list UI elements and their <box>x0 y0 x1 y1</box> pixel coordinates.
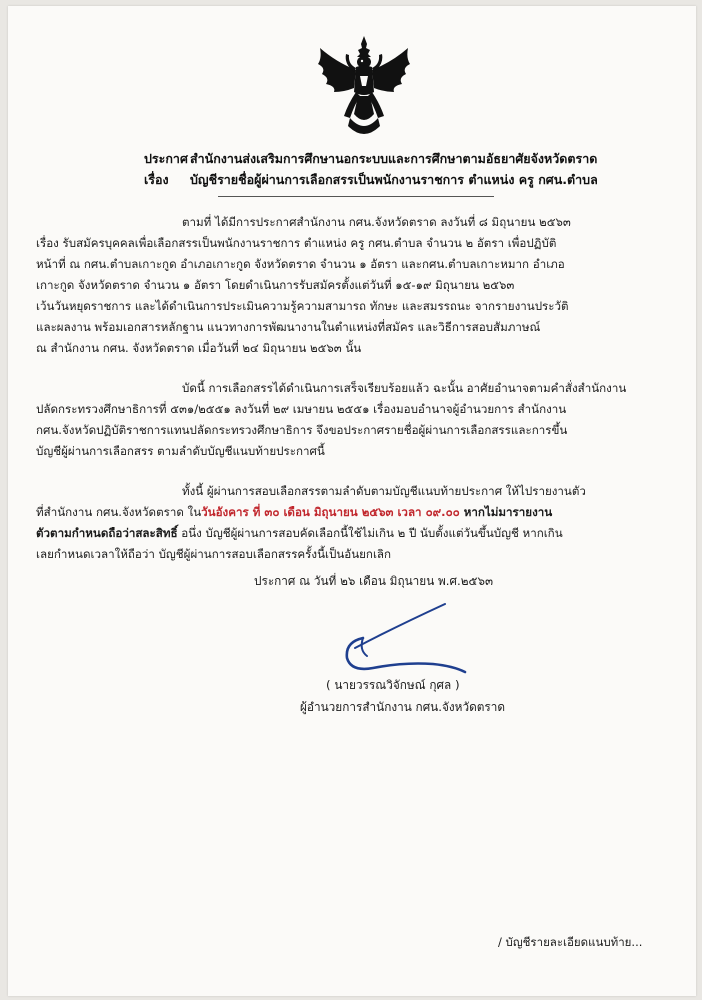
text-line: เลยกำหนดเวลาให้ถือว่า บัญชีผู้ผ่านการสอบเลือกสรรครั้งนี้เป็นอันยกเลิก <box>36 547 392 561</box>
announcement-header <box>144 148 644 190</box>
text-line: เกาะกูด จังหวัดตราด จำนวน ๑ อัตรา โดยดำเนินการรับสมัครตั้งแต่วันที่ ๑๕-๑๙ มิถุนายน ๒๕๖๓ <box>36 278 515 292</box>
header-label-subject: เรื่อง <box>144 172 169 187</box>
continuation-note: / บัญชีรายละเอียดแนบท้าย... <box>498 935 643 949</box>
header-divider <box>218 196 494 197</box>
paragraph-announcement <box>36 378 676 462</box>
list-validity: อนึ่ง บัญชีผู้ผ่านการสอบคัดเลือกนี้ใช้ไม่เกิน ๒ ปี นับตั้งแต่วันขึ้นบัญชี หากเกิน <box>177 526 563 540</box>
text-line: ทั้งนี้ ผู้ผ่านการสอบเลือกสรรตามลำดับตามบัญชีแนบท้ายประกาศ ให้ไปรายงานตัว <box>182 484 586 498</box>
subject-text: บัญชีรายชื่อผู้ผ่านการเลือกสรรเป็นพนักงานราชการ ตำแหน่ง ครู กศน.ตำบล <box>190 172 598 187</box>
document-page <box>8 6 696 996</box>
announcement-date: ประกาศ ณ วันที่ ๒๖ เดือน มิถุนายน พ.ศ.๒๕๖๓ <box>254 574 494 588</box>
text-line: เว้นวันหยุดราชการ และได้ดำเนินการประเมินความรู้ความสามารถ ทักษะ และสมรรถนะ จากรายงานประวัติ <box>36 299 569 313</box>
header-label-announcement: ประกาศ <box>144 151 188 166</box>
text-line: ณ สำนักงาน กศน. จังหวัดตราด เมื่อวันที่ ๒๔ มิถุนายน ๒๕๖๓ นั้น <box>36 341 362 355</box>
reporting-date-highlight: วันอังคาร ที่ ๓๐ เดือน มิถุนายน ๒๕๖๓ เวลา ๐๙.๐๐ <box>201 505 460 519</box>
reporting-location: ที่สำนักงาน กศน.จังหวัดตราด ใน <box>36 505 202 519</box>
signer-name: ( นายวรรณวิจักษณ์ กุศล ) <box>326 678 460 692</box>
text-line: ตามที่ ได้มีการประกาศสำนักงาน กศน.จังหวัดตราด ลงวันที่ ๘ มิถุนายน ๒๕๖๓ <box>182 215 571 229</box>
text-line: และผลงาน พร้อมเอกสารหลักฐาน แนวทางการพัฒนางานในตำแหน่งที่สมัคร และวิธีการสอบสัมภาษณ์ <box>36 320 541 334</box>
text-line: กศน.จังหวัดปฏิบัติราชการแทนปลัดกระทรวงศึกษาธิการ จึงขอประกาศรายชื่อผู้ผ่านการเลือกสรรและการขึ้น <box>36 423 568 437</box>
signature <box>333 598 483 678</box>
garuda-emblem <box>314 34 414 142</box>
text-line <box>36 523 676 544</box>
text-line: บัญชีผู้ผ่านการเลือกสรร ตามลำดับบัญชีแนบท้ายประกาศนี้ <box>36 444 325 458</box>
issuing-office: สำนักงานส่งเสริมการศึกษานอกระบบและการศึกษาตามอัธยาศัยจังหวัดตราด <box>190 151 598 166</box>
text-line: บัดนี้ การเลือกสรรได้ดำเนินการเสร็จเรียบร้อยแล้ว ฉะนั้น อาศัยอำนาจตามคำสั่งสำนักงาน <box>182 381 627 395</box>
text-line <box>36 502 676 523</box>
paragraph-background <box>36 212 676 359</box>
no-show-warning: หากไม่มารายงาน <box>459 505 553 519</box>
paragraph-reporting <box>36 481 676 565</box>
signer-title: ผู้อำนวยการสำนักงาน กศน.จังหวัดตราด <box>300 700 506 714</box>
text-line: เรื่อง รับสมัครบุคคลเพื่อเลือกสรรเป็นพนักงานราชการ ตำแหน่ง ครู กศน.ตำบล จำนวน ๒ อัตรา เพื่อปฏิบัติ <box>36 236 557 250</box>
text-line: ปลัดกระทรวงศึกษาธิการที่ ๕๓๑/๒๕๕๑ ลงวันที่ ๒๙ เมษายน ๒๕๕๑ เรื่องมอบอำนาจผู้อำนวยการ สำนักงาน <box>36 402 567 416</box>
text-line: หน้าที่ ณ กศน.ตำบลเกาะกูด อำเภอเกาะกูด จังหวัดตราด จำนวน ๑ อัตรา และกศน.ตำบลเกาะหมาก อำเภอ <box>36 257 565 271</box>
forfeit-notice: ตัวตามกำหนดถือว่าสละสิทธิ์ <box>36 526 178 540</box>
